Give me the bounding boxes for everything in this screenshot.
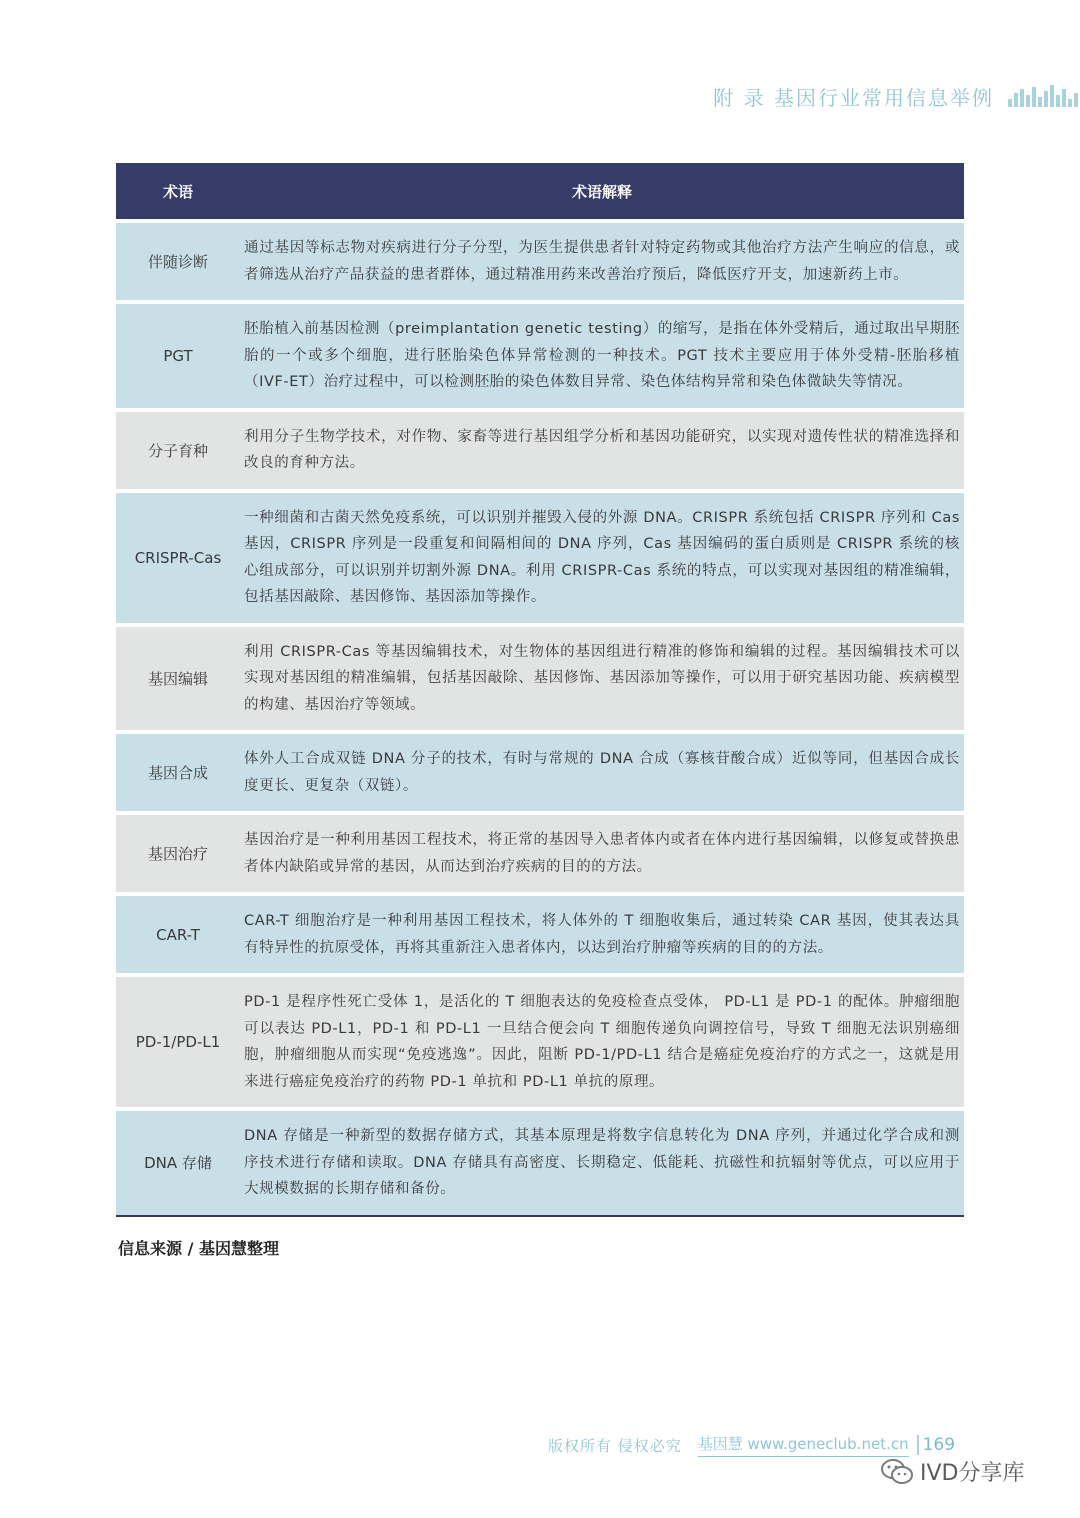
column-header-term: 术语 <box>162 182 193 201</box>
term-cell: 基因编辑 <box>147 669 208 688</box>
definition-cell: 一种细菌和古菌天然免疫系统，可以识别并摧毁入侵的外源 DNA。CRISPR 系统包括 CRISPR 序列和 Cas 基因，CRISPR 序列是一段重复和间隔相间的 DNA 序列，Cas 基因编码的蛋白质则是 CRISPR 系统的核心组成部分，可以识别并切割外源 DNA。利用 CRISPR-Cas 系统的特点，可以实现对基因组的精准编辑，包括基因敲除、基因修饰、基因添加等操作。 <box>244 509 960 605</box>
source-note: 信息来源 / 基因慧整理 <box>118 1239 279 1258</box>
glossary-table <box>116 163 964 1217</box>
term-cell: CRISPR-Cas <box>134 548 222 567</box>
term-cell: DNA 存储 <box>144 1154 212 1173</box>
copyright-text: 版权所有 侵权必究 <box>548 1436 682 1455</box>
definition-cell: 通过基因等标志物对疾病进行分子分型，为医生提供患者针对特定药物或其他治疗方法产生响应的信息，或者筛选从治疗产品获益的患者群体，通过精准用药来改善治疗预后，降低医疗开支，加速新药上市。 <box>244 240 960 283</box>
term-cell: 基因治疗 <box>147 845 208 863</box>
table-row <box>116 493 964 623</box>
column-header-definition: 术语解释 <box>571 182 632 201</box>
page-number: 169 <box>917 1435 955 1455</box>
table-row <box>116 412 964 489</box>
table-header <box>116 163 964 219</box>
term-cell: PGT <box>163 346 193 365</box>
definition-cell: 基因治疗是一种利用基因工程技术，将正常的基因导入患者体内或者在体内进行基因编辑，以修复或替换患者体内缺陷或异常的基因，从而达到治疗疾病的目的的方法。 <box>244 832 960 875</box>
definition-cell: PD-1 是程序性死亡受体 1，是活化的 T 细胞表达的免疫检查点受体， PD-L1 是 PD-1 的配体。肿瘤细胞可以表达 PD-L1，PD-1 和 PD-L1 一旦结合便会向 T 细胞传递负向调控信号，导致 T 细胞无法识别癌细胞，肿瘤细胞从而实现“免疫逃逸”。因此，阻断 PD-1/PD-L1 结合是癌症免疫治疗的方式之一，这就是用来进行癌症免疫治疗的药物 PD-1 单抗和 PD-L1 单抗的原理。 <box>244 994 960 1090</box>
page-footer <box>548 1432 955 1458</box>
term-cell: CAR-T <box>156 925 200 944</box>
table-row <box>116 223 964 300</box>
definition-cell: DNA 存储是一种新型的数据存储方式，其基本原理是将数字信息转化为 DNA 序列，并通过化学合成和测序技术进行存储和读取。DNA 存储具有高密度、长期稳定、低能耗、抗磁性和抗辐射等优点，可以应用于大规模数据的长期存储和备份。 <box>244 1128 960 1197</box>
table-row <box>116 734 964 811</box>
wechat-watermark <box>880 1456 1024 1487</box>
table-row <box>116 627 964 731</box>
term-cell: 分子育种 <box>147 441 208 460</box>
table-row <box>116 977 964 1107</box>
watermark-label: IVD分享库 <box>920 1461 1025 1486</box>
wechat-icon <box>880 1458 914 1486</box>
chapter-title: 附 录 基因行业常用信息举例 <box>713 85 994 110</box>
definition-cell: CAR-T 细胞治疗是一种利用基因工程技术，将人体外的 T 细胞收集后，通过转染 CAR 基因，使其表达具有特异性的抗原受体，再将其重新注入患者体内，以达到治疗肿瘤等疾病的目的的方法。 <box>244 913 960 956</box>
table-row <box>116 1111 964 1215</box>
chapter-header <box>713 80 1080 112</box>
term-cell: PD-1/PD-L1 <box>135 1033 221 1051</box>
term-cell: 基因合成 <box>147 764 208 782</box>
definition-cell: 体外人工合成双链 DNA 分子的技术，有时与常规的 DNA 合成（寡核苷酸合成）近似等同，但基因合成长度更长、更复杂（双链）。 <box>244 751 960 794</box>
table-row <box>116 304 964 408</box>
definition-cell: 利用分子生物学技术，对作物、家畜等进行基因组学分析和基因功能研究，以实现对遗传性状的精准选择和改良的育种方法。 <box>244 428 960 471</box>
table-row <box>116 815 964 892</box>
table-row <box>116 896 964 973</box>
term-cell: 伴随诊断 <box>147 253 208 271</box>
definition-cell: 胚胎植入前基因检测（preimplantation genetic testing）的缩写，是指在体外受精后，通过取出早期胚胎的一个或多个细胞，进行胚胎染色体异常检测的一种技术。PGT 技术主要应用于体外受精-胚胎移植（IVF-ET）治疗过程中，可以检测胚胎的染色体数目异常、染色体结构异常和染色体微缺失等情况。 <box>244 321 960 390</box>
brand-link[interactable]: 基因慧 www.geneclub.net.cn <box>698 1433 909 1457</box>
decorative-bars <box>1008 85 1080 107</box>
definition-cell: 利用 CRISPR-Cas 等基因编辑技术，对生物体的基因组进行精准的修饰和编辑的过程。基因编辑技术可以实现对基因组的精准编辑，包括基因敲除、基因修饰、基因添加等操作，可以用于研究基因功能、疾病模型的构建、基因治疗等领域。 <box>244 643 960 713</box>
